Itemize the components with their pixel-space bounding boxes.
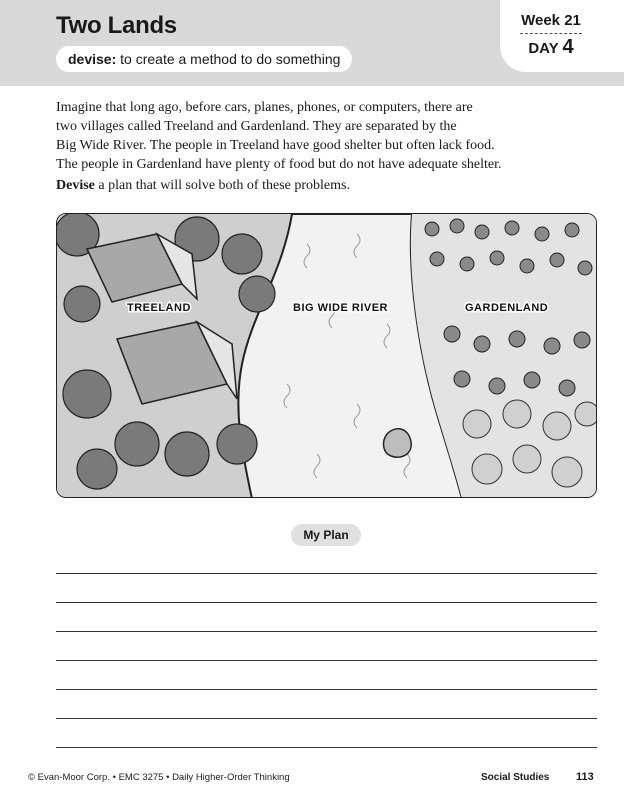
intro-line: two villages called Treeland and Gardenland. They are separated by the	[56, 119, 457, 134]
writing-line[interactable]	[56, 718, 597, 719]
illustration-svg	[57, 214, 597, 498]
page-title: Two Lands	[56, 12, 177, 39]
writing-line[interactable]	[56, 631, 597, 632]
river-rock	[384, 429, 412, 458]
writing-line[interactable]	[56, 689, 597, 690]
vocab-definition	[56, 46, 352, 72]
intro-line: Big Wide River. The people in Treeland have good shelter but often lack food.	[56, 138, 495, 153]
label-treeland: TREELAND	[127, 302, 191, 314]
day-prefix: DAY	[528, 40, 559, 57]
writing-line[interactable]	[56, 660, 597, 661]
writing-line[interactable]	[56, 573, 597, 574]
intro-line: Imagine that long ago, before cars, planes, phones, or computers, there are	[56, 100, 473, 115]
week-label: Week 21	[521, 12, 581, 29]
my-plan-label: My Plan	[291, 524, 361, 546]
task-text: a plan that will solve both of these problems.	[98, 178, 350, 193]
writing-line[interactable]	[56, 602, 597, 603]
intro-paragraph	[56, 98, 576, 174]
vocab-definition-text: to create a method to do something	[120, 51, 341, 67]
day-number: 4	[562, 36, 574, 58]
task-keyword: Devise	[56, 178, 95, 193]
label-river: BIG WIDE RIVER	[293, 302, 389, 314]
intro-line: The people in Gardenland have plenty of food but do not have adequate shelter.	[56, 157, 502, 172]
task-instruction	[56, 176, 576, 195]
vocab-word: devise:	[68, 51, 117, 67]
footer-credit: © Evan-Moor Corp. • EMC 3275 • Daily Higher-Order Thinking	[28, 772, 290, 783]
writing-line[interactable]	[56, 747, 597, 748]
week-divider	[520, 33, 582, 34]
two-lands-illustration	[56, 213, 597, 498]
day-label	[520, 36, 582, 59]
footer-subject: Social Studies	[481, 772, 550, 783]
label-gardenland: GARDENLAND	[465, 302, 549, 314]
page-number: 113	[576, 771, 594, 783]
